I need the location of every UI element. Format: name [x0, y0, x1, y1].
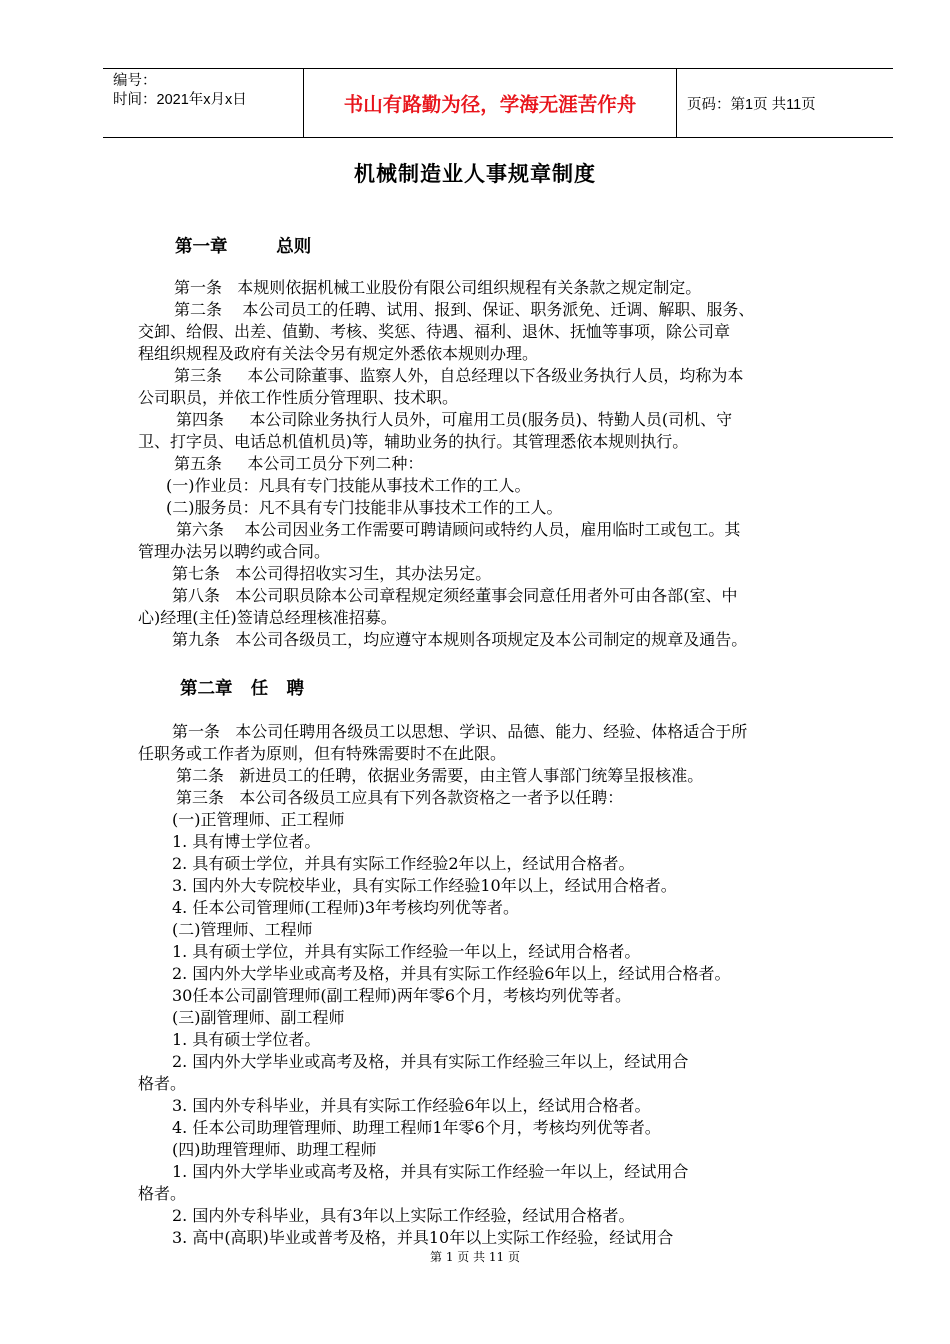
chapter-1-heading: 第一章 总则 — [175, 237, 312, 257]
body-line: 第二条 新进员工的任聘，依据业务需要，由主管人事部门统筹呈报核准。 — [176, 766, 704, 785]
body-line: 第一条 本公司任聘用各级员工以思想、学识、品德、能力、经验、体格适合于所 — [172, 722, 748, 741]
body-line: (四)助理管理师、助理工程师 — [172, 1140, 377, 1159]
body-line: (二)服务员：凡不具有专门技能非从事技术工作的工人。 — [166, 498, 563, 517]
chapter-2-heading: 第二章 任 聘 — [180, 679, 305, 699]
body-line: 第八条 本公司职员除本公司章程规定须经董事会同意任用者外可由各部(室、中 — [172, 586, 738, 605]
body-line: 卫、打字员、电话总机值机员)等，辅助业务的执行。其管理悉依本规则执行。 — [138, 432, 689, 451]
body-line: 交卸、给假、出差、值勤、考核、奖惩、待遇、福利、退休、抚恤等事项，除公司章 — [138, 322, 731, 341]
body-line: 第四条 本公司除业务执行人员外，可雇用工员(服务员)、特勤人员(司机、守 — [176, 410, 733, 429]
body-line: 4. 任本公司助理管理师、助理工程师1年零6个月，考核均列优等者。 — [172, 1118, 661, 1137]
body-line: 2. 国内外大学毕业或高考及格，并具有实际工作经验6年以上，经试用合格者。 — [172, 964, 731, 983]
body-line: (一)作业员：凡具有专门技能从事技术工作的工人。 — [166, 476, 531, 495]
body-line: 第七条 本公司得招收实习生，其办法另定。 — [172, 564, 492, 583]
body-line: 4. 任本公司管理师(工程师)3年考核均列优等者。 — [172, 898, 520, 917]
body-line: 第一条 本规则依据机械工业股份有限公司组织规程有关条款之规定制定。 — [174, 278, 702, 297]
body-line: 程组织规程及政府有关法令另有规定外悉依本规则办理。 — [138, 344, 539, 363]
body-line: (一)正管理师、正工程师 — [172, 810, 345, 829]
body-line: 3. 高中(高职)毕业或普考及格，并具10年以上实际工作经验，经试用合 — [172, 1228, 674, 1247]
body-line: 第三条 本公司除董事、监察人外，自总经理以下各级业务执行人员，均称为本 — [174, 366, 744, 385]
body-line: 第三条 本公司各级员工应具有下列各款资格之一者予以任聘： — [176, 788, 624, 807]
body-line: 2. 国内外大学毕业或高考及格，并具有实际工作经验三年以上，经试用合 — [172, 1052, 689, 1071]
body-line: 1. 具有硕士学位者。 — [172, 1030, 321, 1049]
header-meta — [103, 69, 303, 137]
body-line: 2. 具有硕士学位，并具有实际工作经验2年以上，经试用合格者。 — [172, 854, 635, 873]
body-line: 3. 国内外专科毕业，并具有实际工作经验6年以上，经试用合格者。 — [172, 1096, 651, 1115]
body-line: 第六条 本公司因业务工作需要可聘请顾问或特约人员，雇用临时工或包工。其 — [176, 520, 741, 539]
body-line: 心)经理(主任)签请总经理核准招募。 — [138, 608, 397, 627]
body-line: 1. 具有博士学位者。 — [172, 832, 321, 851]
body-line: 第二条 本公司员工的任聘、试用、报到、保证、职务派免、迁调、解职、服务、 — [174, 300, 755, 319]
document-number-label: 编号： — [113, 73, 157, 89]
body-line: 1. 国内外大学毕业或高考及格，并具有实际工作经验一年以上，经试用合 — [172, 1162, 689, 1181]
body-line: 任职务或工作者为原则，但有特殊需要时不在此限。 — [138, 744, 507, 763]
body-line: 1. 具有硕士学位，并具有实际工作经验一年以上，经试用合格者。 — [172, 942, 641, 961]
body-line: 管理办法另以聘约或合同。 — [138, 542, 331, 561]
body-line: 第五条 本公司工员分下列二种： — [174, 454, 424, 473]
body-line: 第九条 本公司各级员工，均应遵守本规则各项规定及本公司制定的规章及通告。 — [172, 630, 748, 649]
page-header — [103, 68, 893, 138]
page-footer: 第 1 页 共 11 页 — [430, 1250, 520, 1264]
body-line: 格者。 — [138, 1074, 187, 1093]
document-time-label: 时间：2021年x月x日 — [113, 92, 247, 108]
body-line: 2. 国内外专科毕业，具有3年以上实际工作经验，经试用合格者。 — [172, 1206, 635, 1225]
body-line: (三)副管理师、副工程师 — [172, 1008, 345, 1027]
header-motto: 书山有路勤为径，学海无涯苦作舟 — [303, 69, 677, 137]
header-page-info: 页码：第1页 共11页 — [687, 96, 816, 113]
body-line: 格者。 — [138, 1184, 187, 1203]
body-line: 公司职员，并依工作性质分管理职、技术职。 — [138, 388, 459, 407]
body-line: 30任本公司副管理师(副工程师)两年零6个月，考核均列优等者。 — [172, 986, 632, 1005]
document-title: 机械制造业人事规章制度 — [354, 162, 596, 186]
body-line: (二)管理师、工程师 — [172, 920, 313, 939]
body-line: 3. 国内外大专院校毕业，具有实际工作经验10年以上，经试用合格者。 — [172, 876, 677, 895]
